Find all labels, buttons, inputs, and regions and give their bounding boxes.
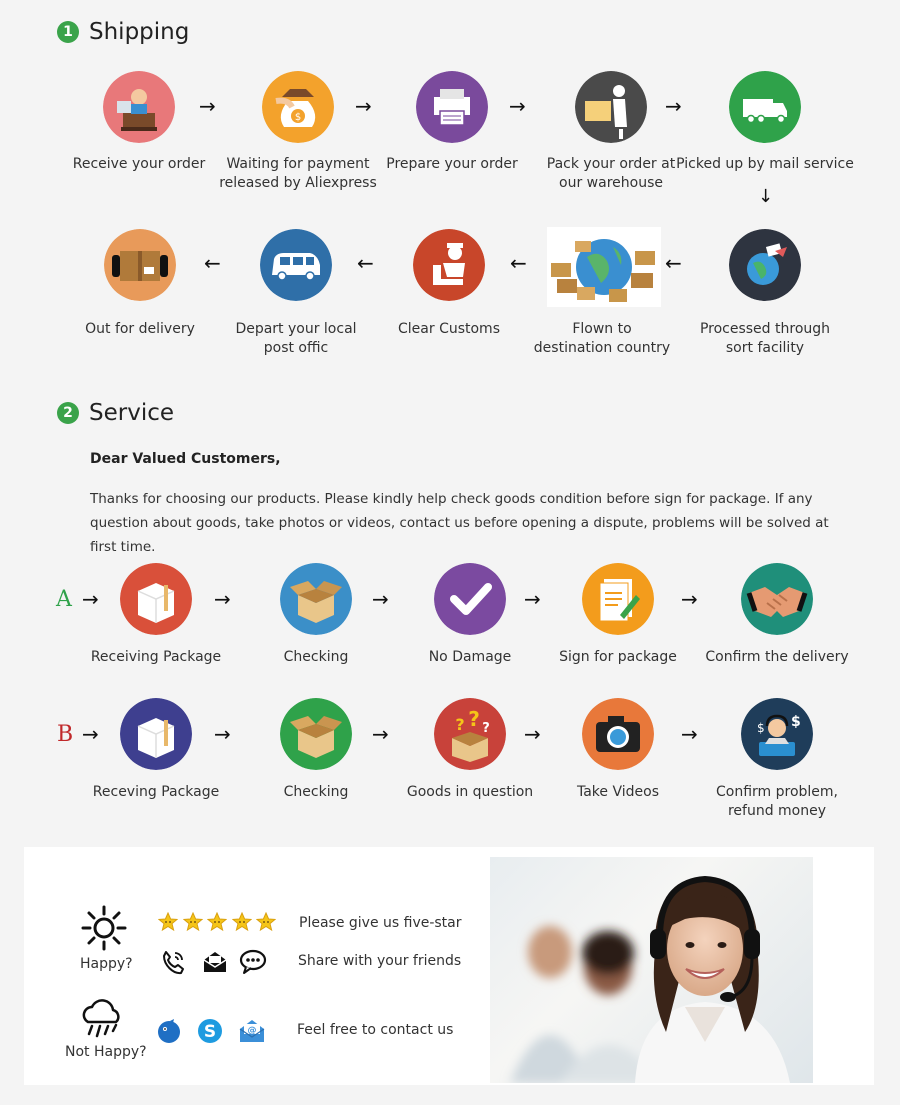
- printer-icon: [416, 71, 488, 143]
- truck-icon: [729, 71, 801, 143]
- not-happy-label: Not Happy?: [65, 1044, 147, 1060]
- arrow-left-icon: ←: [665, 251, 682, 275]
- sun-icon: [80, 904, 128, 952]
- happy-label: Happy?: [80, 956, 133, 972]
- section-number-badge: 2: [57, 402, 79, 424]
- service-header: [57, 400, 174, 426]
- van-icon: [260, 229, 332, 301]
- step-label: Checking: [283, 784, 349, 800]
- star-icon[interactable]: [232, 912, 252, 932]
- arrow-right-icon: →: [214, 587, 231, 611]
- row-letter: A: [56, 587, 72, 612]
- step-label: post offic: [263, 340, 329, 356]
- svg-text:$: $: [791, 714, 801, 730]
- step-label: sort facility: [725, 340, 805, 356]
- arrow-right-icon: →: [82, 587, 99, 611]
- globe-boxes-icon: [547, 227, 661, 307]
- arrow-right-icon: →: [82, 722, 99, 746]
- step-label: Checking: [283, 649, 349, 665]
- email-icon[interactable]: [238, 1018, 266, 1044]
- package-icon: [120, 698, 192, 770]
- arrow-right-icon: →: [355, 94, 372, 118]
- document-sign-icon: [582, 563, 654, 635]
- camera-icon: [582, 698, 654, 770]
- arrow-right-icon: →: [681, 587, 698, 611]
- step-label: Sign for package: [559, 649, 677, 665]
- chat-bubble-icon[interactable]: [239, 949, 267, 975]
- step-label: Out for delivery: [85, 321, 195, 337]
- step-label: Depart your local: [235, 321, 357, 337]
- step-label: Goods in question: [406, 784, 534, 800]
- star-icon[interactable]: [207, 912, 227, 932]
- arrow-down-icon: ↓: [758, 186, 774, 207]
- contact-text: Feel free to contact us: [297, 1022, 454, 1038]
- arrow-left-icon: ←: [357, 251, 374, 275]
- step-label: Confirm problem,: [715, 784, 838, 800]
- svg-text:?: ?: [455, 715, 465, 734]
- service-paragraph: Thanks for choosing our products. Please kindly help check goods condition before sign for package. If any question about goods, take photos or videos, contact us before opening a dispute, problems will be solved at first time.: [90, 491, 829, 555]
- step-label: Pack your order at: [546, 156, 676, 172]
- step-label: No Damage: [428, 649, 512, 665]
- customs-officer-icon: [413, 229, 485, 301]
- packer-icon: [575, 71, 647, 143]
- package-icon: [120, 563, 192, 635]
- step-label: Waiting for payment: [226, 156, 370, 172]
- money-bag-icon: [262, 71, 334, 143]
- svg-text:$: $: [294, 112, 302, 123]
- star-icon[interactable]: [256, 912, 276, 932]
- customer-service-photo: [490, 857, 813, 1083]
- svg-text:$: $: [757, 721, 765, 735]
- check-icon: [434, 563, 506, 635]
- arrow-right-icon: →: [524, 587, 541, 611]
- step-label: Receiving Package: [90, 649, 222, 665]
- step-label: our warehouse: [559, 175, 663, 191]
- phone-icon[interactable]: [160, 949, 186, 975]
- star-icon[interactable]: [183, 912, 203, 932]
- step-label: Confirm the delivery: [705, 649, 849, 665]
- question-box-icon: [434, 698, 506, 770]
- support-agent-icon: [741, 698, 813, 770]
- arrow-right-icon: →: [665, 94, 682, 118]
- open-box-icon: [280, 563, 352, 635]
- mail-open-icon[interactable]: [202, 950, 228, 974]
- arrow-right-icon: →: [524, 722, 541, 746]
- open-box-icon: [280, 698, 352, 770]
- section-title: Service: [89, 400, 175, 426]
- svg-text:?: ?: [468, 707, 480, 731]
- step-label: Picked up by mail service: [676, 156, 854, 172]
- rain-cloud-icon: [78, 998, 126, 1040]
- share-text: Share with your friends: [298, 953, 462, 969]
- step-label: Processed through: [699, 321, 831, 337]
- cashier-icon: [103, 71, 175, 143]
- step-label: Prepare your order: [386, 156, 518, 172]
- arrow-right-icon: →: [372, 722, 389, 746]
- shipping-header: [57, 19, 189, 45]
- arrow-left-icon: ←: [204, 251, 221, 275]
- arrow-right-icon: →: [214, 722, 231, 746]
- sort-globe-icon: [729, 229, 801, 301]
- step-label: Flown to: [572, 321, 632, 337]
- arrow-right-icon: →: [509, 94, 526, 118]
- step-label: destination country: [533, 340, 671, 356]
- arrow-right-icon: →: [681, 722, 698, 746]
- step-label: Clear Customs: [398, 321, 500, 337]
- messenger-bird-icon[interactable]: [156, 1018, 182, 1044]
- section-number-badge: 1: [57, 21, 79, 43]
- arrow-right-icon: →: [372, 587, 389, 611]
- step-label: Receving Package: [92, 784, 220, 800]
- step-label: released by Aliexpress: [219, 175, 377, 191]
- section-title: Shipping: [89, 19, 190, 45]
- svg-text:@: @: [247, 1026, 257, 1036]
- row-letter: B: [57, 722, 74, 747]
- step-label: refund money: [727, 803, 827, 819]
- five-star-text: Please give us five-star: [299, 915, 462, 931]
- greeting-text: Dear Valued Customers,: [90, 451, 281, 467]
- step-label: Take Videos: [576, 784, 659, 800]
- star-icon[interactable]: [158, 912, 178, 932]
- arrow-left-icon: ←: [510, 251, 527, 275]
- skype-icon[interactable]: [196, 1017, 224, 1045]
- step-label: Receive your order: [72, 156, 206, 172]
- parcel-icon: [104, 229, 176, 301]
- svg-text:?: ?: [482, 721, 490, 736]
- svg-text:S: S: [203, 1022, 217, 1042]
- arrow-right-icon: →: [199, 94, 216, 118]
- handshake-icon: [741, 563, 813, 635]
